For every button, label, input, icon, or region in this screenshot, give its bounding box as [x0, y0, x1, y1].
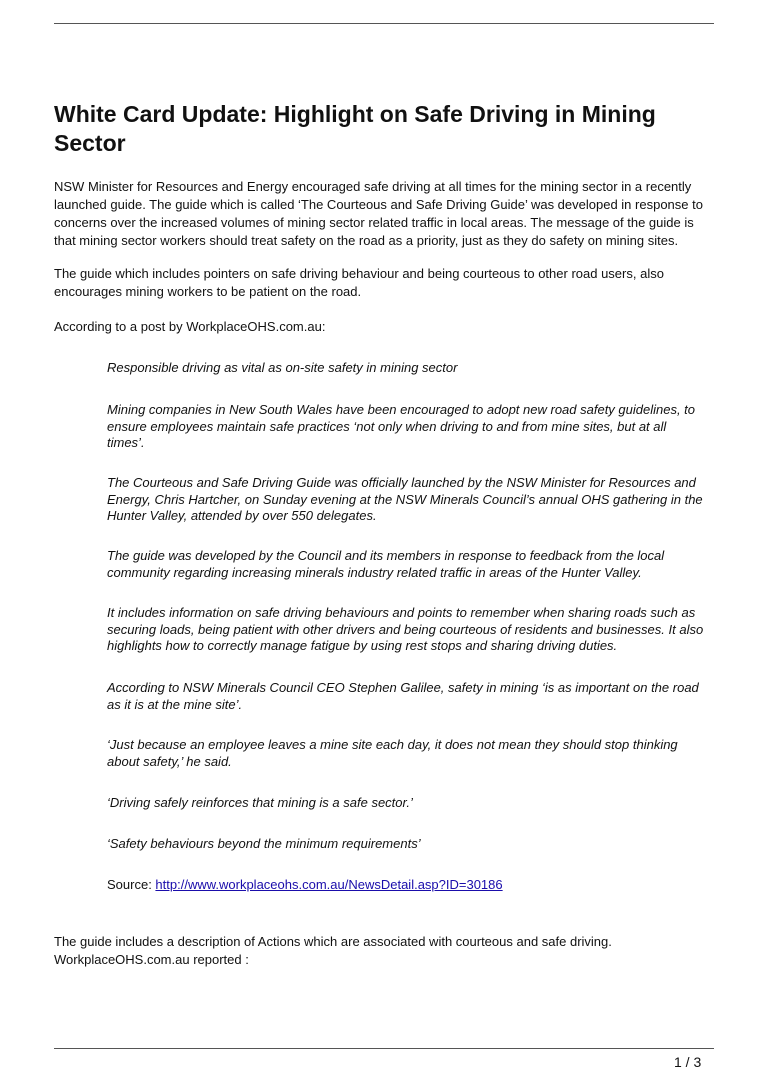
- guide-paragraph: The guide which includes pointers on safe driving behaviour and being courteous to other road users, also encourages mining workers to be patient on the road.: [54, 266, 664, 299]
- quote-paragraph: According to NSW Minerals Council CEO Stephen Galilee, safety in mining ‘is as important on the road as it is at the mine site’.: [107, 680, 699, 712]
- header-rule: [54, 23, 714, 24]
- quote-paragraph: Mining companies in New South Wales have been encouraged to adopt new road safety guidelines, to ensure employees maintain safe practices ‘not only when driving to and from mine sites, but at all times’.: [107, 402, 696, 450]
- quote-paragraph: It includes information on safe driving behaviours and points to remember when sharing roads such as securing loads, being patient with other drivers and being courteous of residents and businesses. It also highlights how to correctly manage fatigue by using rest stops and sharing driving duties.: [107, 605, 704, 653]
- according-paragraph: According to a post by WorkplaceOHS.com.au:: [54, 319, 326, 334]
- source-line: [107, 877, 503, 893]
- page-number: 1 / 3: [674, 1054, 702, 1070]
- source-link[interactable]: http://www.workplaceohs.com.au/NewsDetail.asp?ID=30186: [155, 877, 503, 892]
- quote-paragraph: The Courteous and Safe Driving Guide was officially launched by the NSW Minister for Resources and Energy, Chris Hartcher, on Sunday evening at the NSW Minerals Council’s annual OHS gathering in the Hunter Valley, attended by over 550 delegates.: [107, 475, 703, 523]
- quote-subheading: ‘Safety behaviours beyond the minimum requirements’: [107, 836, 421, 851]
- quote-paragraph: ‘Just because an employee leaves a mine site each day, it does not mean they should stop thinking about safety,’ he said.: [107, 737, 678, 769]
- source-label: Source:: [107, 877, 156, 892]
- document-title: White Card Update: Highlight on Safe Driving in Mining Sector: [54, 101, 656, 156]
- quote-paragraph: The guide was developed by the Council and its members in response to feedback from the local community regarding increasing minerals industry related traffic in areas of the Hunter Valley.: [107, 548, 665, 580]
- footer-rule: [54, 1048, 714, 1049]
- closing-paragraph: The guide includes a description of Actions which are associated with courteous and safe driving. WorkplaceOHS.com.au reported :: [54, 934, 612, 967]
- quote-paragraph: ‘Driving safely reinforces that mining is a safe sector.’: [107, 795, 413, 810]
- quote-headline: Responsible driving as vital as on-site safety in mining sector: [107, 360, 458, 375]
- intro-paragraph: NSW Minister for Resources and Energy encouraged safe driving at all times for the mining sector in a recently launched guide. The guide which is called ‘The Courteous and Safe Driving Guide’ was developed in response to concerns over the increased volumes of mining sector related traffic in local areas. The message of the guide is that mining sector workers should treat safety on the road as a priority, just as they do safety on mining sites.: [54, 179, 703, 248]
